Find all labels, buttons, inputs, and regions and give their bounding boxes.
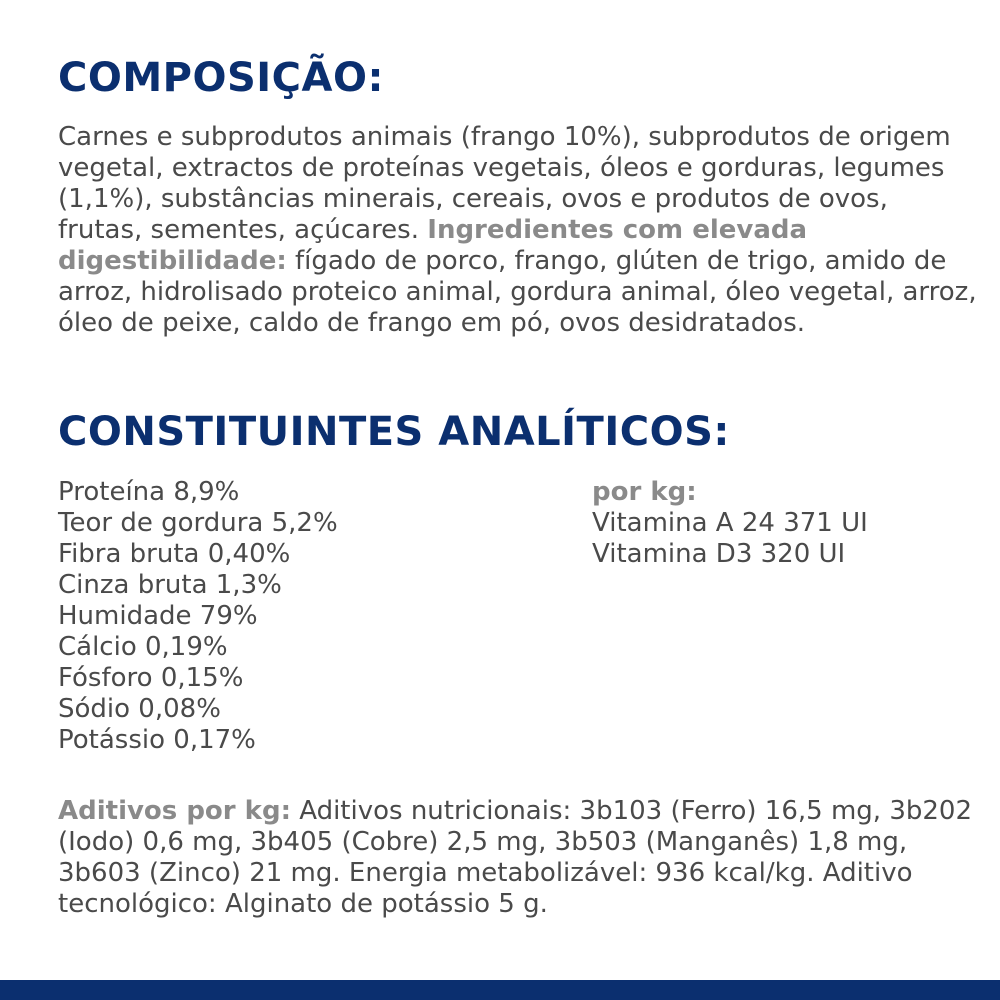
bottom-bar <box>0 980 1000 1000</box>
list-item: Vitamina A 24 371 UI <box>592 508 868 538</box>
list-item: Cálcio 0,19% <box>58 632 228 662</box>
list-item: Fibra bruta 0,40% <box>58 539 291 569</box>
vitamins-per-kg-list <box>592 477 868 570</box>
per-kg-label: por kg: <box>592 477 697 507</box>
digestibility-text: fígado de porco, frango, glúten de trigo, amido de arroz, hidrolisado proteico animal, gordura animal, óleo vegetal, arroz, óleo de peixe, caldo de frango em pó, ovos desidratados. <box>58 246 977 338</box>
additives-text: Aditivos nutricionais: 3b103 (Ferro) 16,5 mg, 3b202 (Iodo) 0,6 mg, 3b405 (Cobre) 2,5 mg, 3b503 (Manganês) 1,8 mg, 3b603 (Zinco) 21 mg. Energia metabolizável: 936 kcal/kg. Aditivo tecnológico: Alginato de potássio 5 g. <box>58 796 972 919</box>
list-item: Humidade 79% <box>58 601 258 631</box>
additives-label: Aditivos por kg: <box>58 796 291 826</box>
list-item: Cinza bruta 1,3% <box>58 570 282 600</box>
analytical-constituents-list <box>58 477 338 756</box>
list-item: Sódio 0,08% <box>58 694 221 724</box>
list-item: Potássio 0,17% <box>58 725 256 755</box>
composition-text: Carnes e subprodutos animais (frango 10%), subprodutos de origem vegetal, extractos de proteínas vegetais, óleos e gorduras, legumes (1,1%), substâncias minerais, cereais, ovos e produtos de ovos, frutas, sementes, açúcares. <box>58 122 951 245</box>
list-item: Teor de gordura 5,2% <box>58 508 338 538</box>
list-item: Fósforo 0,15% <box>58 663 244 693</box>
list-item: Proteína 8,9% <box>58 477 240 507</box>
list-item: Vitamina D3 320 UI <box>592 539 846 569</box>
additives-paragraph <box>58 796 978 920</box>
analytical-heading: CONSTITUINTES ANALÍTICOS: <box>58 409 730 455</box>
composition-heading: COMPOSIÇÃO: <box>58 55 384 101</box>
composition-paragraph <box>58 122 978 339</box>
digestibility-label: Ingredientes com elevada digestibilidade: <box>58 215 808 276</box>
